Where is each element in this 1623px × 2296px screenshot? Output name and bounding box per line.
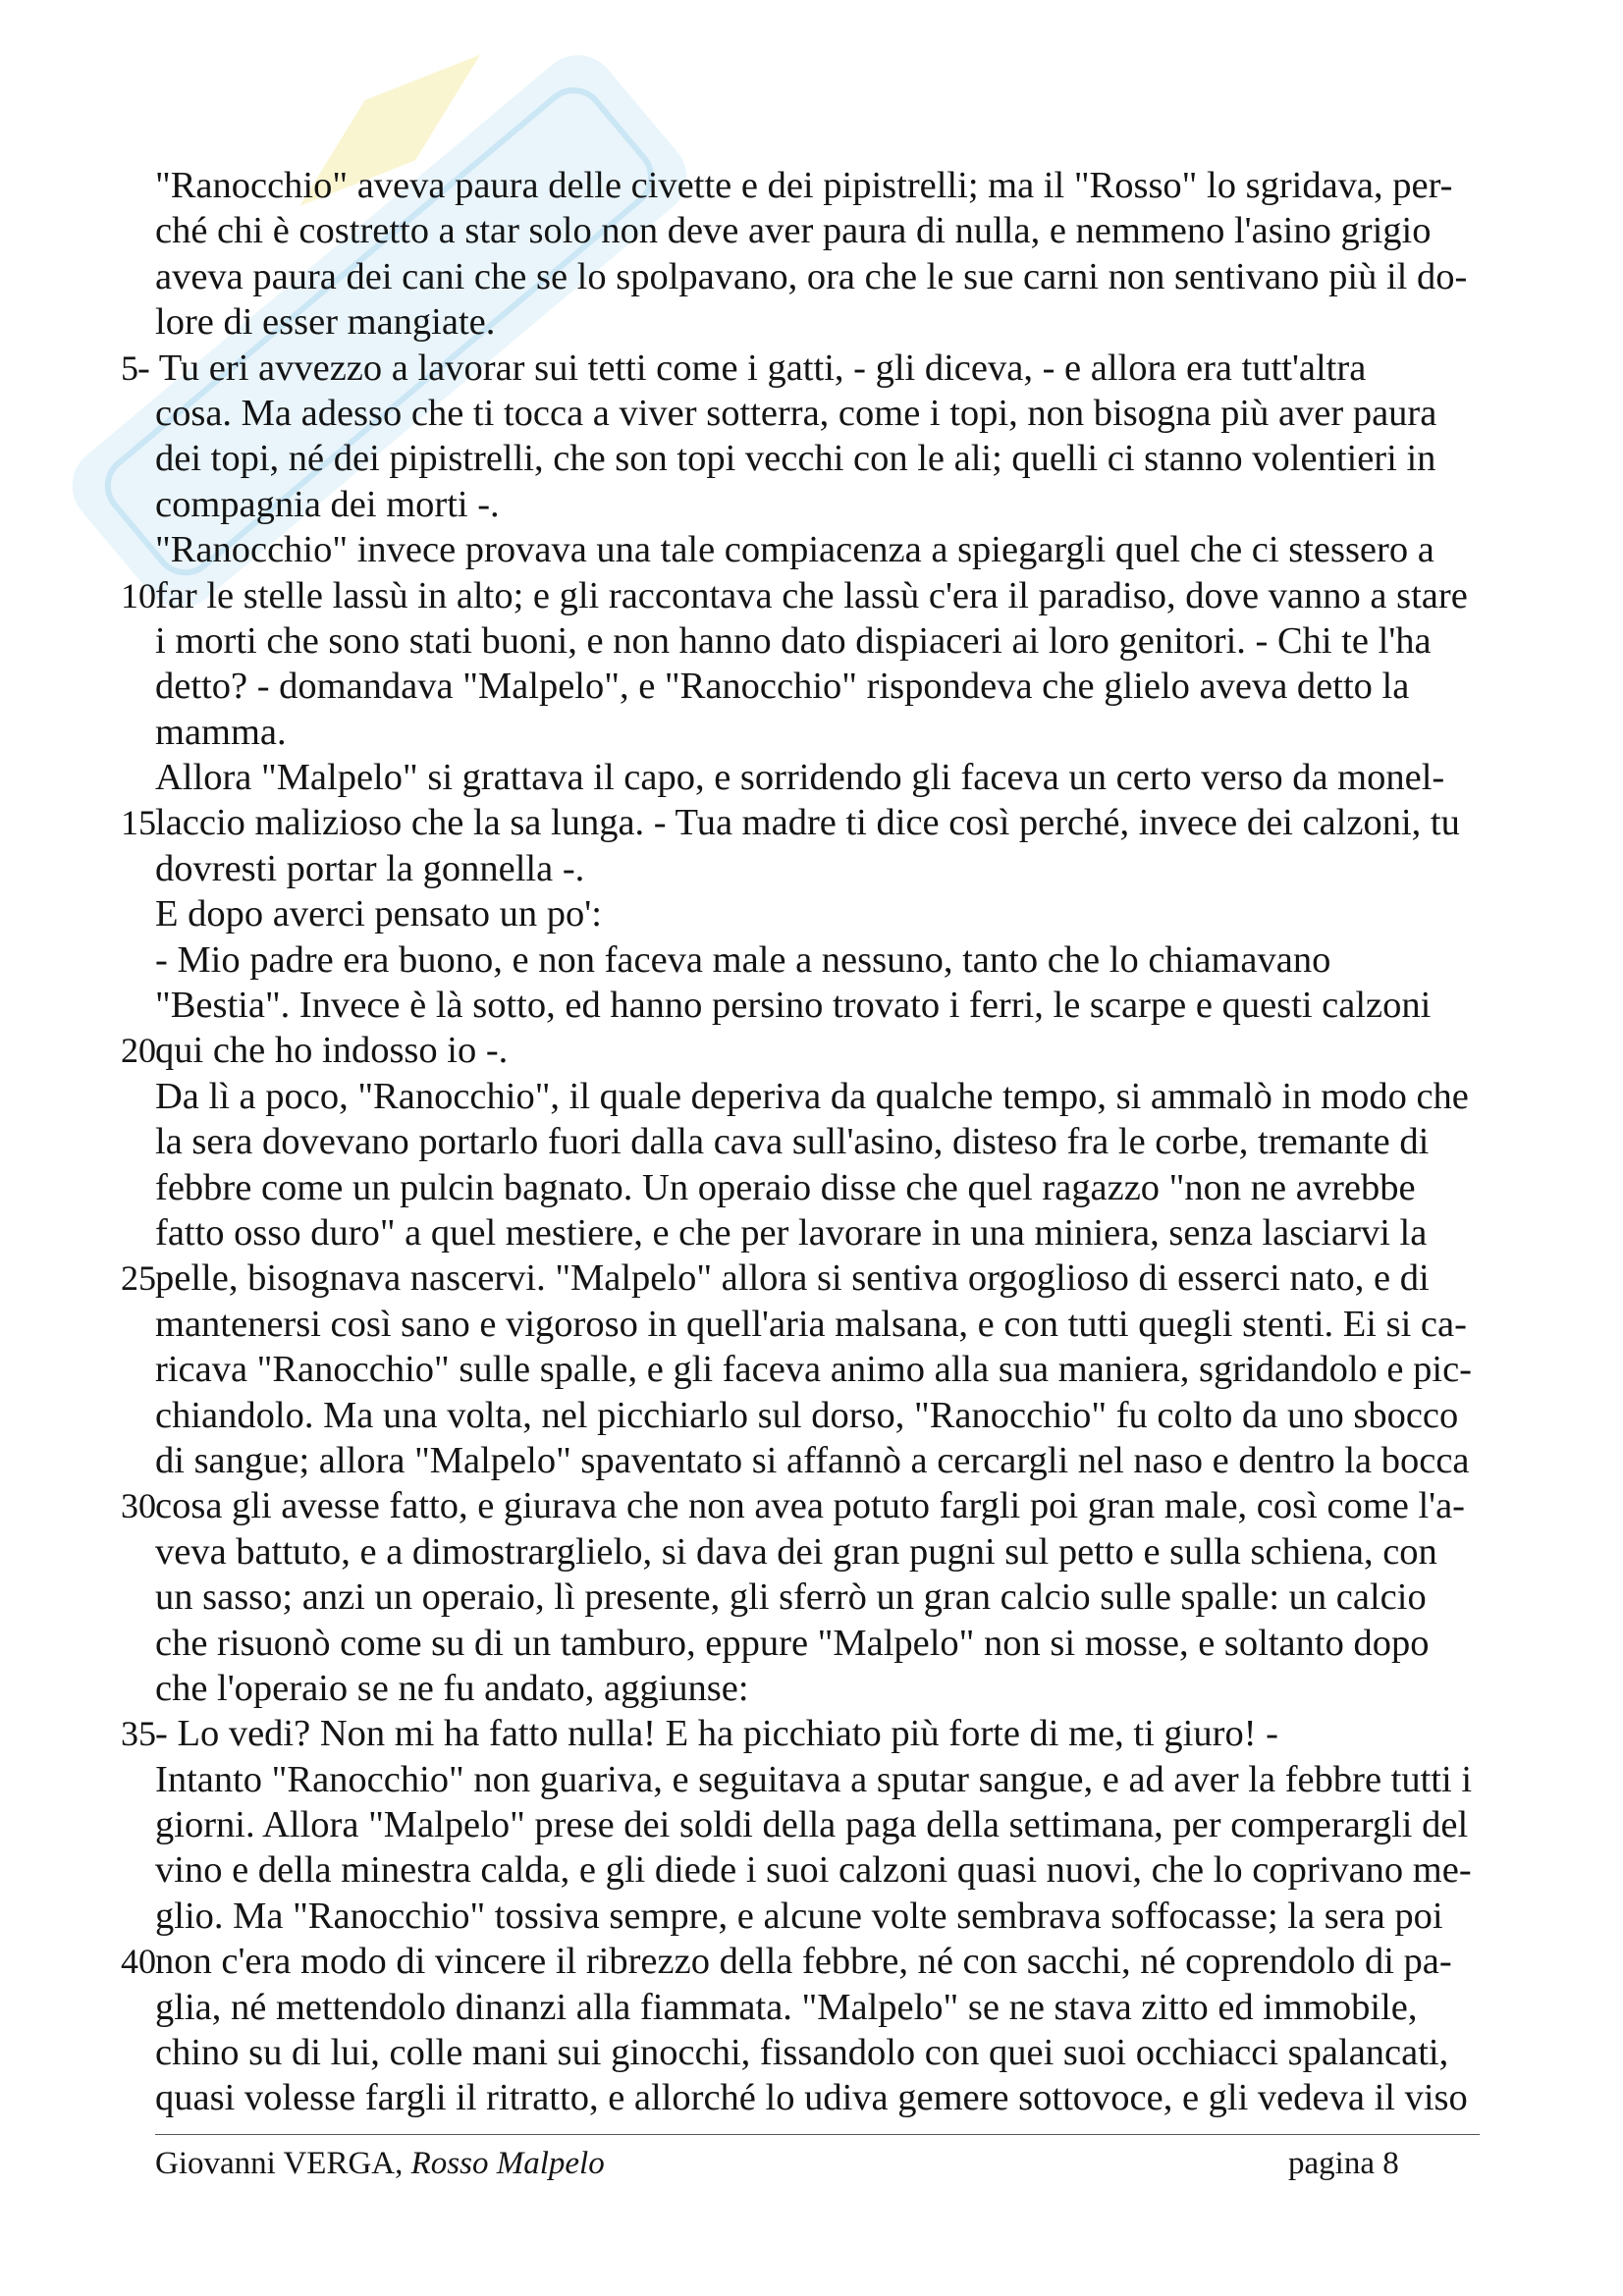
line-text: glia, né mettendolo dinanzi alla fiammata. "Malpelo" se ne stava zitto ed immobile,	[155, 1986, 1418, 2028]
line-text: - Mio padre era buono, e non faceva male a nessuno, tanto che lo chiamavano	[155, 938, 1331, 981]
text-line	[155, 664, 1530, 709]
text-line	[155, 937, 1530, 983]
line-text: fatto osso duro" a quel mestiere, e che per lavorare in una miniera, senza lasciarvi la	[155, 1211, 1428, 1254]
text-line	[155, 755, 1530, 800]
text-line	[155, 1074, 1530, 1119]
line-text: dei topi, né dei pipistrelli, che son topi vecchi con le ali; quelli ci stanno volentieri in	[155, 438, 1436, 480]
text-line	[155, 1847, 1530, 1893]
line-text: lore di esser mangiate.	[155, 301, 496, 344]
text-line	[155, 891, 1530, 936]
line-text: veva battuto, e a dimostrarglielo, si dava dei gran pugni sul petto e sulla schiena, con	[155, 1530, 1437, 1573]
line-number: 35	[121, 1714, 156, 1754]
text-line	[155, 163, 1530, 208]
text-line	[155, 846, 1530, 891]
line-text: i morti che sono stati buoni, e non hanno dato dispiaceri ai loro genitori. - Chi te l'ha	[155, 619, 1432, 662]
line-number: 5	[121, 347, 138, 388]
line-text: chiandolo. Ma una volta, nel picchiarlo sul dorso, "Ranocchio" fu colto da uno sbocco	[155, 1394, 1459, 1436]
footer-title: Rosso Malpelo	[410, 2146, 605, 2181]
text-line	[155, 1802, 1530, 1847]
line-text: far le stelle lassù in alto; e gli raccontava che lassù c'era il paradiso, dove vanno a stare	[155, 574, 1468, 616]
text-line	[155, 299, 1530, 345]
line-text: glio. Ma "Ranocchio" tossiva sempre, e alcune volte sembrava soffocasse; la sera poi	[155, 1895, 1443, 1937]
text-line	[155, 1621, 1530, 1666]
line-number: 15	[121, 803, 156, 843]
line-number: 25	[121, 1258, 156, 1299]
text-line	[155, 983, 1530, 1028]
text-line	[121, 1939, 1530, 1984]
text-line	[155, 1438, 1530, 1483]
text-line	[121, 346, 1530, 391]
line-text: ché chi è costretto a star solo non deve aver paura di nulla, e nemmeno l'asino grigio	[155, 210, 1432, 252]
text-line	[155, 391, 1530, 436]
line-text: laccio malizioso che la sa lunga. - Tua madre ti dice così perché, invece dei calzoni, tu	[155, 802, 1460, 844]
text-line	[121, 1711, 1530, 1756]
line-text: qui che ho indosso io -.	[155, 1030, 509, 1072]
footer-rule	[155, 2134, 1480, 2135]
line-text: mamma.	[155, 711, 287, 753]
text-line	[121, 1028, 1530, 1073]
line-text: - Tu eri avvezzo a lavorar sui tetti come i gatti, - gli diceva, - e allora era tutt'altra	[137, 347, 1367, 389]
text-line	[155, 482, 1530, 527]
text-line	[155, 1393, 1530, 1438]
line-text: Intanto "Ranocchio" non guariva, e seguitava a sputar sangue, e ad aver la febbre tutti i	[155, 1758, 1473, 1800]
text-line	[155, 1666, 1530, 1711]
footer-author: Giovanni VERGA,	[155, 2146, 411, 2181]
text-line	[155, 436, 1530, 481]
line-text: giorni. Allora "Malpelo" prese dei soldi della paga della settimana, per comperargli del	[155, 1804, 1469, 1846]
line-text: - Lo vedi? Non mi ha fatto nulla! E ha picchiato più forte di me, ti giuro! -	[155, 1713, 1278, 1755]
text-line	[155, 1529, 1530, 1575]
line-text: compagnia dei morti -.	[155, 483, 500, 525]
line-text: cosa gli avesse fatto, e giurava che non avea potuto fargli poi gran male, così come l'a-	[155, 1485, 1465, 1527]
line-text: "Ranocchio" invece provava una tale compiacenza a spiegargli quel che ci stessero a	[155, 529, 1434, 571]
text-line	[155, 1165, 1530, 1210]
line-text: la sera dovevano portarlo fuori dalla cava sull'asino, disteso fra le corbe, tremante di	[155, 1121, 1430, 1163]
line-text: chino su di lui, colle mani sui ginocchi, fissandolo con quei suoi occhiacci spalancati,	[155, 2032, 1449, 2074]
text-line	[121, 1483, 1530, 1528]
line-text: Da lì a poco, "Ranocchio", il quale deperiva da qualche tempo, si ammalò in modo che	[155, 1075, 1469, 1117]
line-text: detto? - domandava "Malpelo", e "Ranocchio" rispondeva che glielo aveva detto la	[155, 666, 1410, 708]
line-text: febbre come un pulcin bagnato. Un operaio disse che quel ragazzo "non ne avrebbe	[155, 1166, 1416, 1208]
text-line	[155, 1302, 1530, 1347]
line-text: "Ranocchio" aveva paura delle civette e dei pipistrelli; ma il "Rosso" lo sgridava, per-	[155, 165, 1453, 206]
line-text: che l'operaio se ne fu andato, aggiunse:	[155, 1667, 749, 1709]
line-text: mantenersi così sano e vigoroso in quell'aria malsana, e con tutti quegli stenti. Ei si ca-	[155, 1303, 1467, 1345]
line-text: Allora "Malpelo" si grattava il capo, e sorridendo gli faceva un certo verso da monel-	[155, 757, 1445, 799]
text-line	[155, 710, 1530, 755]
text-line	[155, 2075, 1530, 2120]
line-text: "Bestia". Invece è là sotto, ed hanno persino trovato i ferri, le scarpe e questi calzoni	[155, 985, 1432, 1027]
text-line	[155, 1119, 1530, 1164]
line-number: 30	[121, 1486, 156, 1526]
text-line	[155, 1894, 1530, 1939]
line-text: quasi volesse fargli il ritratto, e allorché lo udiva gemere sottovoce, e gli vedeva il viso	[155, 2077, 1468, 2119]
text-line	[155, 618, 1530, 664]
line-number: 20	[121, 1031, 156, 1071]
line-text: vino e della minestra calda, e gli diede i suoi calzoni quasi nuovi, che lo coprivano me-	[155, 1849, 1472, 1892]
line-number: 40	[121, 1942, 156, 1982]
text-line	[155, 208, 1530, 253]
line-text: che risuonò come su di un tamburo, eppure "Malpelo" non si mosse, e soltanto dopo	[155, 1622, 1430, 1664]
line-text: E dopo averci pensato un po':	[155, 893, 602, 935]
line-text: cosa. Ma adesso che ti tocca a viver sotterra, come i topi, non bisogna più aver paura	[155, 392, 1437, 434]
line-text: di sangue; allora "Malpelo" spaventato si affannò a cercargli nel naso e dentro la bocca	[155, 1439, 1470, 1481]
line-text: non c'era modo di vincere il ribrezzo della febbre, né con sacchi, né coprendolo di pa-	[155, 1941, 1452, 1983]
text-line	[155, 527, 1530, 572]
text-line	[121, 800, 1530, 845]
line-text: ricava "Ranocchio" sulle spalle, e gli faceva animo alla sua maniera, sgridandolo e pic-	[155, 1349, 1472, 1391]
text-line	[155, 1210, 1530, 1255]
line-text: aveva paura dei cani che se lo spolpavano, ora che le sue carni non sentivano più il do-	[155, 255, 1468, 297]
line-text: un sasso; anzi un operaio, lì presente, gli sferrò un gran calcio sulle spalle: un calcio	[155, 1576, 1427, 1619]
line-text: pelle, bisognava nascervi. "Malpelo" allora si sentiva orgoglioso di esserci nato, e di	[155, 1257, 1430, 1300]
line-text: dovresti portar la gonnella -.	[155, 847, 585, 889]
text-line	[155, 1575, 1530, 1620]
text-line	[155, 2030, 1530, 2075]
line-number: 10	[121, 575, 156, 615]
text-line	[121, 573, 1530, 618]
page-number: pagina 8	[1288, 2146, 1399, 2181]
page-footer	[155, 2144, 1480, 2183]
text-line	[155, 254, 1530, 299]
text-line	[155, 1757, 1530, 1802]
text-line	[121, 1255, 1530, 1301]
text-line	[155, 1985, 1530, 2030]
text-line	[155, 1347, 1530, 1392]
body-text	[121, 163, 1530, 2121]
